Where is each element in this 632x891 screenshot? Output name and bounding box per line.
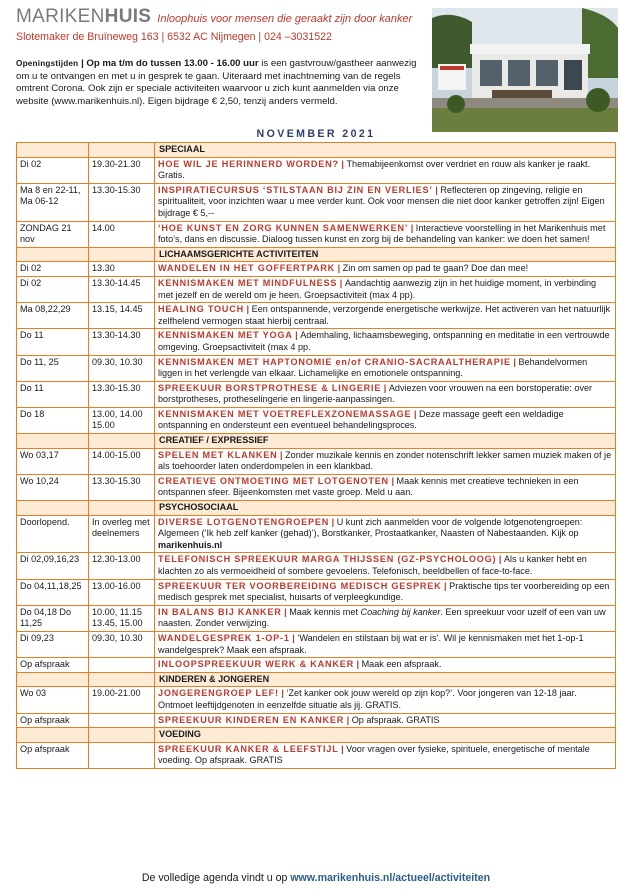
row-date: Di 02,09,16,23 bbox=[17, 553, 89, 579]
category-row bbox=[17, 143, 616, 158]
activity-description: Praktische tips ter voorbereiding op een medisch gesprek met specialist, huisarts of verpleegkundige. bbox=[158, 580, 610, 603]
table-row bbox=[17, 553, 616, 579]
row-description bbox=[155, 276, 616, 302]
row-description bbox=[155, 605, 616, 631]
table-row bbox=[17, 183, 616, 221]
activity-description: Als u kanker hebt en klachten zo als vermoeidheid of sombere gevoelens. Telefonisch, beeldbellen of face-to-face. bbox=[158, 554, 587, 576]
activity-title: WANDELGESPREK 1-OP-1 bbox=[158, 632, 290, 643]
category-row bbox=[17, 434, 616, 449]
activity-description: Aandachtig aanwezig zijn in het huidige moment, in verbinding met jezelf en de wereld om je heen. Groepsactiviteit (max 4 pp). bbox=[158, 277, 597, 300]
row-time: 13.30-15.30 bbox=[89, 474, 155, 500]
row-description bbox=[155, 687, 616, 713]
building-photo bbox=[432, 8, 618, 132]
row-description bbox=[155, 262, 616, 277]
activity-title: KENNISMAKEN MET YOGA bbox=[158, 330, 293, 341]
tagline: Inloophuis voor mensen die geraakt zijn door kanker bbox=[157, 13, 413, 25]
row-date: Ma 8 en 22-11, Ma 06-12 bbox=[17, 183, 89, 221]
row-time: 14.00 bbox=[89, 221, 155, 247]
activity-description: Zonder muzikale kennis en zonder notenschrift lekker samen muziek maken of je als toehoorder laten onderdompelen in een klankbad. bbox=[158, 449, 612, 472]
row-time: 13.00-16.00 bbox=[89, 579, 155, 605]
row-time: 10.00, 11.15 13.45, 15.00 bbox=[89, 605, 155, 631]
activity-title: JONGERENGROEP LEF! bbox=[158, 688, 279, 699]
row-description bbox=[155, 713, 616, 728]
table-row bbox=[17, 221, 616, 247]
activity-link[interactable]: marikenhuis.nl bbox=[158, 539, 223, 550]
row-date: Doorlopend. bbox=[17, 515, 89, 553]
activity-title: KENNISMAKEN MET VOETREFLEXZONEMASSAGE bbox=[158, 408, 412, 419]
activity-title: KENNISMAKEN MET HAPTONOMIE en/of CRANIO-SACRAALTHERAPIE bbox=[158, 356, 511, 367]
table-row bbox=[17, 605, 616, 631]
row-time: 19.30-21.30 bbox=[89, 157, 155, 183]
separator: | bbox=[289, 632, 298, 643]
address: Slotemaker de Bruïneweg 163 | 6532 AC Nijmegen | 024 –3031522 bbox=[16, 31, 332, 43]
activity-title: KENNISMAKEN MET MINDFULNESS bbox=[158, 277, 338, 288]
separator: | bbox=[244, 304, 252, 315]
activity-description: ‘Wandelen en stilstaan bij wat er is’. Wil je kennismaken met het 1-op-1 wandelgesprek? Maak een afspraak. bbox=[158, 632, 584, 655]
row-time: 09.30, 10.30 bbox=[89, 355, 155, 381]
row-date: Do 04,18 Do 11,25 bbox=[17, 605, 89, 631]
row-description bbox=[155, 221, 616, 247]
row-time: 13.30-14.30 bbox=[89, 329, 155, 355]
separator: | bbox=[338, 743, 347, 754]
row-date: Wo 03,17 bbox=[17, 448, 89, 474]
activity-title: HEALING TOUCH bbox=[158, 304, 245, 315]
table-row bbox=[17, 381, 616, 407]
row-time: 13.30-15.30 bbox=[89, 381, 155, 407]
row-description bbox=[155, 157, 616, 183]
separator: | bbox=[381, 382, 389, 393]
separator: | bbox=[344, 714, 352, 725]
intro-body: is een gastvrouw/gastheer aanwezig om u te ontvangen en met u in gesprek te gaan. Uiteraard met inachtneming van de regels omtrent Corona. Ook zijn er speciale activiteiten waarvoor u zich kunt aanmelden via onze website (www.marikenhuis.nl). Eigen bijdrage € 2,50, tenzij anders vermeld. bbox=[16, 58, 417, 107]
row-description bbox=[155, 183, 616, 221]
table-row bbox=[17, 658, 616, 673]
table-row bbox=[17, 157, 616, 183]
row-date: Do 11, 25 bbox=[17, 355, 89, 381]
category-lichaam: LICHAAMSGERICHTE ACTIVITEITEN bbox=[155, 247, 616, 262]
activity-description: Ademhaling, lichaamsbeweging, ontspanning en meditatie in een vertrouwde omgeving. Groepsactiviteit (max 4 pp. bbox=[158, 330, 610, 352]
table-row bbox=[17, 407, 616, 433]
row-description bbox=[155, 553, 616, 579]
table-row bbox=[17, 276, 616, 302]
row-date: Ma 08,22,29 bbox=[17, 303, 89, 329]
activity-title: SPREEKUUR KANKER & LEEFSTIJL bbox=[158, 743, 339, 754]
activity-title: TELEFONISCH SPREEKUUR MARGA THIJSSEN (GZ-PSYCHOLOOG) bbox=[158, 554, 497, 565]
separator: | bbox=[329, 516, 337, 527]
category-kinderen: KINDEREN & JONGEREN bbox=[155, 672, 616, 687]
logo-bold: HUIS bbox=[104, 6, 152, 27]
row-description bbox=[155, 407, 616, 433]
table-row bbox=[17, 579, 616, 605]
activity-description: Voor vragen over fysieke, spirituele, energetische of mentale voeding. Op afspraak. GRATIS bbox=[158, 743, 590, 766]
row-description bbox=[155, 381, 616, 407]
row-description bbox=[155, 329, 616, 355]
separator: | bbox=[441, 580, 450, 591]
separator: | bbox=[411, 408, 420, 419]
activity-description: Behandelvormen liggen in het verlengde van elkaar. Lichamelijke en emotionele ontspanning. bbox=[158, 356, 588, 379]
activity-description: Maak kennis met creatieve technieken in een ontspannen sfeer. Bijeenkomsten met vaste groep. Meld u aan. bbox=[158, 475, 579, 498]
activity-title: CREATIEVE ONTMOETING MET LOTGENOTEN bbox=[158, 475, 389, 486]
table-row bbox=[17, 713, 616, 728]
row-time: 13.30 bbox=[89, 262, 155, 277]
intro-text bbox=[16, 58, 426, 108]
separator: | bbox=[292, 330, 301, 341]
table-row bbox=[17, 355, 616, 381]
row-description bbox=[155, 631, 616, 657]
row-description bbox=[155, 579, 616, 605]
table-row bbox=[17, 262, 616, 277]
building-photo-illustration bbox=[432, 8, 618, 132]
activity-title: HOE WIL JE HERINNERD WORDEN? bbox=[158, 158, 339, 169]
separator: | bbox=[338, 158, 347, 169]
activity-description: Deze massage geeft een weldadige ontspanning en ondersteunt een eventueel behandelingsproces. bbox=[158, 408, 564, 431]
row-time: 19.00-21.00 bbox=[89, 687, 155, 713]
activity-title: IN BALANS BIJ KANKER bbox=[158, 606, 282, 617]
table-row bbox=[17, 474, 616, 500]
activity-title: INLOOPSPREEKUUR WERK & KANKER bbox=[158, 659, 354, 670]
activity-title: INSPIRATIECURSUS ‘STILSTAAN BIJ ZIN EN VERLIES’ bbox=[158, 184, 433, 195]
separator: | bbox=[278, 688, 287, 699]
category-row bbox=[17, 247, 616, 262]
activity-description: U kunt zich aanmelden voor de volgende lotgenotengroepen: Algemeen (‘Ik heb zelf kanker (gehad)’), Borstkanker, Prostaatkanker, Naasten of Nabestaanden. Kijk op bbox=[158, 516, 583, 539]
separator: | bbox=[432, 184, 441, 195]
row-description bbox=[155, 303, 616, 329]
month-heading: NOVEMBER 2021 bbox=[256, 128, 376, 140]
row-date: Di 02 bbox=[17, 157, 89, 183]
row-description bbox=[155, 355, 616, 381]
row-date: Wo 03 bbox=[17, 687, 89, 713]
activity-description: Interactieve voorstelling in het Marikenhuis met foto’s, dans en discussie. Dialoog tussen kunst en zorg bij de behandeling van kanker: we doen het samen! bbox=[158, 222, 606, 245]
table-row bbox=[17, 742, 616, 768]
row-date: Wo 10,24 bbox=[17, 474, 89, 500]
logo: MARIKEN bbox=[16, 6, 105, 27]
table-row bbox=[17, 329, 616, 355]
activity-description-italic: Coaching bij kanker bbox=[360, 606, 441, 617]
row-date: Op afspraak bbox=[17, 742, 89, 768]
table-row bbox=[17, 448, 616, 474]
row-time: 12.30-13.00 bbox=[89, 553, 155, 579]
row-description bbox=[155, 474, 616, 500]
row-time: 13.30-14.45 bbox=[89, 276, 155, 302]
row-time: 14.00-15.00 bbox=[89, 448, 155, 474]
activity-title: SPREEKUUR KINDEREN EN KANKER bbox=[158, 714, 345, 725]
separator: | bbox=[277, 449, 286, 460]
row-date: ZONDAG 21 nov bbox=[17, 221, 89, 247]
row-description bbox=[155, 448, 616, 474]
row-date: Do 11 bbox=[17, 381, 89, 407]
separator: | bbox=[281, 606, 290, 617]
footer-text: De volledige agenda vindt u op bbox=[141, 872, 291, 884]
activity-description: Op afspraak. GRATIS bbox=[351, 714, 440, 725]
row-time: 13.30-15.30 bbox=[89, 183, 155, 221]
row-date: Di 02 bbox=[17, 262, 89, 277]
category-row bbox=[17, 672, 616, 687]
opening-hours: | Op ma t/m do tussen 13.00 - 16.00 uur bbox=[81, 58, 259, 69]
row-date: Do 18 bbox=[17, 407, 89, 433]
activity-title: SPELEN MET KLANKEN bbox=[158, 449, 278, 460]
category-speciaal: SPECIAAL bbox=[155, 143, 616, 158]
table-row bbox=[17, 515, 616, 553]
category-row bbox=[17, 728, 616, 743]
activity-description-pre: Maak kennis met bbox=[289, 606, 361, 617]
row-time: In overleg met deelnemers bbox=[89, 515, 155, 553]
category-psycho: PSYCHOSOCIAAL bbox=[155, 501, 616, 516]
separator: | bbox=[408, 222, 416, 233]
footer bbox=[0, 872, 632, 884]
footer-link[interactable]: www.marikenhuis.nl/actueel/activiteiten bbox=[290, 872, 491, 884]
table-row bbox=[17, 687, 616, 713]
separator: | bbox=[354, 659, 362, 670]
row-time: 13.00, 14.00 15.00 bbox=[89, 407, 155, 433]
activity-description: ‘Zet kanker ook jouw wereld op zijn kop?’. Voor jongeren van 12-18 jaar. Ontmoet leeftijdgenoten in eenzelfde situatie als jij. GRATIS. bbox=[158, 688, 577, 710]
row-date: Op afspraak bbox=[17, 658, 89, 673]
activity-description: Een ontspannende, verzorgende energetische werkwijze. Het activeren van het natuurlijk zelfhelend vermogen staat hierbij centraal. bbox=[158, 304, 611, 326]
agenda-table bbox=[16, 142, 616, 769]
activity-title: DIVERSE LOTGENOTENGROEPEN bbox=[158, 516, 330, 527]
separator: | bbox=[496, 554, 504, 565]
row-date: Di 02 bbox=[17, 276, 89, 302]
row-date: Op afspraak bbox=[17, 713, 89, 728]
activity-description: . Een spreekuur voor uzelf of een van uw naasten. Zonder verwijzing. bbox=[158, 606, 606, 629]
activity-description: Zin om samen op pad te gaan? Doe dan mee! bbox=[342, 263, 529, 274]
category-row bbox=[17, 501, 616, 516]
row-time bbox=[89, 742, 155, 768]
logo-line bbox=[16, 6, 426, 28]
activity-description: Adviezen voor vrouwen na een borstoperatie: over borstprotheses, protheselingerie en lingerie-aanpassingen. bbox=[158, 382, 593, 405]
table-row bbox=[17, 303, 616, 329]
row-time: 09.30, 10.30 bbox=[89, 631, 155, 657]
separator: | bbox=[335, 263, 343, 274]
activity-description: Themabijeenkomst over verdriet en rouw als kanker je raakt. Gratis. bbox=[158, 158, 591, 181]
table-row bbox=[17, 631, 616, 657]
activity-description: Maak een afspraak. bbox=[361, 659, 442, 670]
row-time: 13.15, 14.45 bbox=[89, 303, 155, 329]
header bbox=[16, 6, 426, 43]
row-time bbox=[89, 658, 155, 673]
activity-title: SPREEKUUR TER VOORBEREIDING MEDISCH GESPREK bbox=[158, 580, 442, 591]
separator: | bbox=[388, 475, 397, 486]
row-time bbox=[89, 713, 155, 728]
category-creatief: CREATIEF / EXPRESSIEF bbox=[155, 434, 616, 449]
separator: | bbox=[510, 356, 519, 367]
separator: | bbox=[337, 277, 345, 288]
row-date: Di 09,23 bbox=[17, 631, 89, 657]
row-date: Do 04,11,18,25 bbox=[17, 579, 89, 605]
category-voeding: VOEDING bbox=[155, 728, 616, 743]
row-description bbox=[155, 742, 616, 768]
activity-title: ‘HOE KUNST EN ZORG KUNNEN SAMENWERKEN’ bbox=[158, 222, 409, 233]
activity-description: Reflecteren op zingeving, religie en spiritualiteit, voor inzichten waar u mee verder kunt. Ook voor mensen die niet door kanker getroffen zijn! Eigen bijdrage € 5,-- bbox=[158, 184, 605, 218]
opening-hours-label: Openingstijden bbox=[16, 59, 79, 68]
row-description bbox=[155, 515, 616, 553]
row-description bbox=[155, 658, 616, 673]
activity-title: WANDELEN IN HET GOFFERTPARK bbox=[158, 263, 336, 274]
activity-title: SPREEKUUR BORSTPROTHESE & LINGERIE bbox=[158, 382, 382, 393]
row-date: Do 11 bbox=[17, 329, 89, 355]
